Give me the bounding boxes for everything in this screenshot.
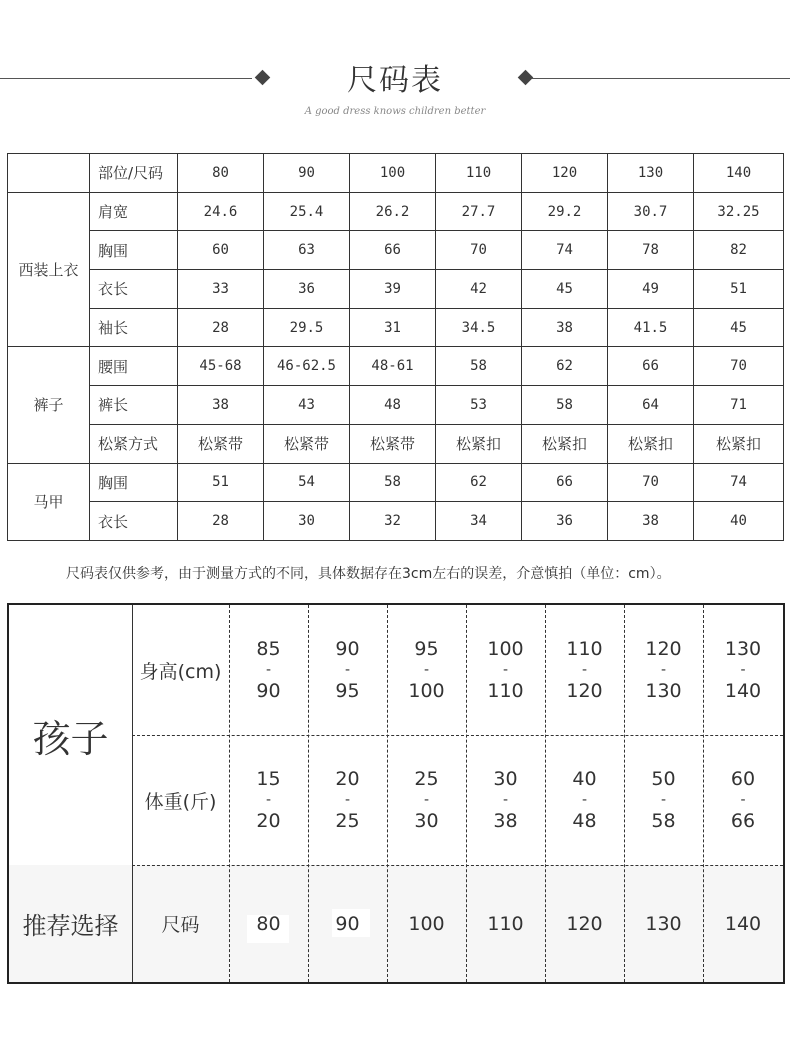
range-separator: - (740, 791, 746, 808)
value-cell: 34.5 (436, 308, 522, 347)
value-cell: 62 (522, 347, 608, 386)
height-range-max: 120 (566, 679, 603, 702)
weight-label: 体重(斤) (144, 790, 217, 813)
value-cell: 58 (436, 347, 522, 386)
value-cell: 36 (522, 502, 608, 541)
value-cell: 30 (264, 502, 350, 541)
size-table-header-row (8, 154, 784, 193)
weight-range-max: 58 (651, 809, 676, 832)
value-cell: 松紧扣 (694, 424, 784, 463)
value-cell: 27.7 (436, 192, 522, 231)
height-label: 身高(cm) (139, 660, 222, 683)
size-value-cell: 110 (487, 912, 524, 935)
value-cell: 62 (436, 463, 522, 502)
height-range-min: 90 (335, 637, 360, 660)
part-cell: 松紧方式 (90, 424, 178, 463)
weight-range-max: 25 (335, 809, 360, 832)
kid-label: 孩子 (32, 716, 109, 761)
value-cell: 36 (264, 270, 350, 309)
height-range-cell (466, 605, 545, 735)
height-range-max: 100 (408, 679, 445, 702)
height-range-min: 120 (645, 637, 682, 660)
size-value-cell: 90 (335, 912, 360, 935)
size-header: 140 (694, 154, 784, 193)
range-separator: - (344, 661, 351, 678)
height-range-min: 85 (256, 637, 281, 660)
weight-range-max: 38 (493, 809, 518, 832)
category-cell: 马甲 (8, 463, 90, 540)
height-range-cell (308, 605, 387, 735)
recommend-table (7, 603, 785, 984)
weight-range-min: 60 (730, 767, 756, 790)
value-cell: 松紧扣 (436, 424, 522, 463)
weight-range-min: 40 (572, 767, 597, 790)
value-cell: 28 (178, 502, 264, 541)
value-cell: 45-68 (178, 347, 264, 386)
value-cell: 38 (608, 502, 694, 541)
size-note: 尺码表仅供参考，由于测量方式的不同，具体数据存在3cm左右的误差，介意慎拍（单位：cm）。 (66, 566, 671, 582)
value-cell: 71 (694, 386, 784, 425)
size-value-cell: 80 (256, 912, 281, 935)
size-header: 90 (264, 154, 350, 193)
weight-range-max: 20 (256, 809, 281, 832)
value-cell: 松紧扣 (608, 424, 694, 463)
height-range-cell (229, 605, 308, 735)
range-separator: - (344, 791, 351, 808)
value-cell: 松紧扣 (522, 424, 608, 463)
height-range-max: 110 (487, 679, 524, 702)
value-cell: 31 (350, 308, 436, 347)
table-row (8, 231, 784, 270)
range-separator: - (581, 661, 588, 678)
weight-range-min: 50 (651, 767, 676, 790)
value-cell: 66 (350, 231, 436, 270)
size-header: 80 (178, 154, 264, 193)
part-cell: 胸围 (90, 463, 178, 502)
corner-cell (8, 154, 90, 193)
value-cell: 26.2 (350, 192, 436, 231)
height-range-min: 95 (414, 637, 439, 660)
value-cell: 53 (436, 386, 522, 425)
size-header: 120 (522, 154, 608, 193)
table-row (8, 308, 784, 347)
height-range-cell (703, 605, 783, 735)
page-title: 尺码表 (347, 63, 443, 98)
range-separator: - (423, 791, 430, 808)
range-separator: - (660, 661, 667, 678)
weight-range-min: 25 (414, 767, 439, 790)
part-cell: 衣长 (90, 502, 178, 541)
value-cell: 70 (608, 463, 694, 502)
size-label: 尺码 (161, 914, 200, 936)
height-range-min: 100 (487, 637, 524, 660)
value-cell: 40 (694, 502, 784, 541)
category-cell: 裤子 (8, 347, 90, 463)
value-cell: 70 (694, 347, 784, 386)
header-divider-right (532, 78, 790, 79)
value-cell: 25.4 (264, 192, 350, 231)
size-value-cell: 120 (566, 912, 603, 935)
range-separator: - (502, 791, 509, 808)
value-cell: 49 (608, 270, 694, 309)
height-range-max: 140 (724, 679, 762, 702)
weight-range-max: 30 (414, 809, 439, 832)
value-cell: 32 (350, 502, 436, 541)
value-cell: 42 (436, 270, 522, 309)
value-cell: 38 (178, 386, 264, 425)
value-cell: 32.25 (694, 192, 784, 231)
value-cell: 松紧带 (178, 424, 264, 463)
range-separator: - (740, 661, 746, 678)
value-cell: 46-62.5 (264, 347, 350, 386)
part-cell: 胸围 (90, 231, 178, 270)
size-header: 130 (608, 154, 694, 193)
value-cell: 45 (522, 270, 608, 309)
part-cell: 裤长 (90, 386, 178, 425)
weight-range-cell (545, 735, 624, 865)
value-cell: 54 (264, 463, 350, 502)
value-cell: 51 (694, 270, 784, 309)
part-cell: 腰围 (90, 347, 178, 386)
value-cell: 82 (694, 231, 784, 270)
part-cell: 衣长 (90, 270, 178, 309)
height-range-max: 130 (645, 679, 682, 702)
value-cell: 41.5 (608, 308, 694, 347)
value-cell: 43 (264, 386, 350, 425)
range-separator: - (581, 791, 588, 808)
weight-range-cell (624, 735, 703, 865)
value-cell: 63 (264, 231, 350, 270)
weight-range-min: 30 (493, 767, 518, 790)
height-range-min: 130 (724, 637, 762, 660)
range-separator: - (265, 791, 272, 808)
weight-range-cell (703, 735, 783, 865)
value-cell: 松紧带 (264, 424, 350, 463)
weight-range-min: 20 (335, 767, 360, 790)
weight-range-cell (229, 735, 308, 865)
table-row (8, 192, 784, 231)
value-cell: 33 (178, 270, 264, 309)
weight-range-min: 15 (256, 767, 281, 790)
table-row (8, 463, 784, 502)
value-cell: 66 (522, 463, 608, 502)
size-table-body (8, 154, 784, 541)
value-cell: 51 (178, 463, 264, 502)
part-size-header: 部位/尺码 (90, 154, 178, 193)
table-row (8, 347, 784, 386)
weight-range-cell (466, 735, 545, 865)
size-header: 110 (436, 154, 522, 193)
range-separator: - (660, 791, 667, 808)
page-subtitle: A good dress knows children better (304, 106, 486, 117)
height-range-cell (545, 605, 624, 735)
size-table (7, 153, 784, 541)
category-cell: 西装上衣 (8, 192, 90, 347)
weight-range-max: 48 (572, 809, 597, 832)
value-cell: 48 (350, 386, 436, 425)
height-range-max: 90 (256, 679, 281, 702)
range-separator: - (423, 661, 430, 678)
height-range-min: 110 (566, 637, 603, 660)
size-value-cell: 130 (645, 912, 682, 935)
table-row (8, 502, 784, 541)
value-cell: 29.2 (522, 192, 608, 231)
range-separator: - (265, 661, 272, 678)
value-cell: 28 (178, 308, 264, 347)
weight-range-max: 66 (730, 809, 756, 832)
size-value-cell: 100 (408, 912, 445, 935)
value-cell: 70 (436, 231, 522, 270)
value-cell: 66 (608, 347, 694, 386)
part-cell: 袖长 (90, 308, 178, 347)
table-row (8, 424, 784, 463)
value-cell: 74 (694, 463, 784, 502)
value-cell: 74 (522, 231, 608, 270)
height-range-max: 95 (335, 679, 360, 702)
value-cell: 78 (608, 231, 694, 270)
value-cell: 48-61 (350, 347, 436, 386)
table-row (8, 386, 784, 425)
weight-range-cell (387, 735, 466, 865)
size-value-cell: 140 (724, 912, 762, 935)
value-cell: 39 (350, 270, 436, 309)
value-cell: 松紧带 (350, 424, 436, 463)
table-row (8, 270, 784, 309)
weight-range-cell (308, 735, 387, 865)
value-cell: 45 (694, 308, 784, 347)
value-cell: 64 (608, 386, 694, 425)
part-cell: 肩宽 (90, 192, 178, 231)
value-cell: 24.6 (178, 192, 264, 231)
value-cell: 58 (350, 463, 436, 502)
height-range-cell (387, 605, 466, 735)
value-cell: 38 (522, 308, 608, 347)
value-cell: 34 (436, 502, 522, 541)
value-cell: 30.7 (608, 192, 694, 231)
range-separator: - (502, 661, 509, 678)
size-header: 100 (350, 154, 436, 193)
value-cell: 58 (522, 386, 608, 425)
value-cell: 29.5 (264, 308, 350, 347)
recommend-label: 推荐选择 (22, 912, 119, 940)
value-cell: 60 (178, 231, 264, 270)
height-range-cell (624, 605, 703, 735)
